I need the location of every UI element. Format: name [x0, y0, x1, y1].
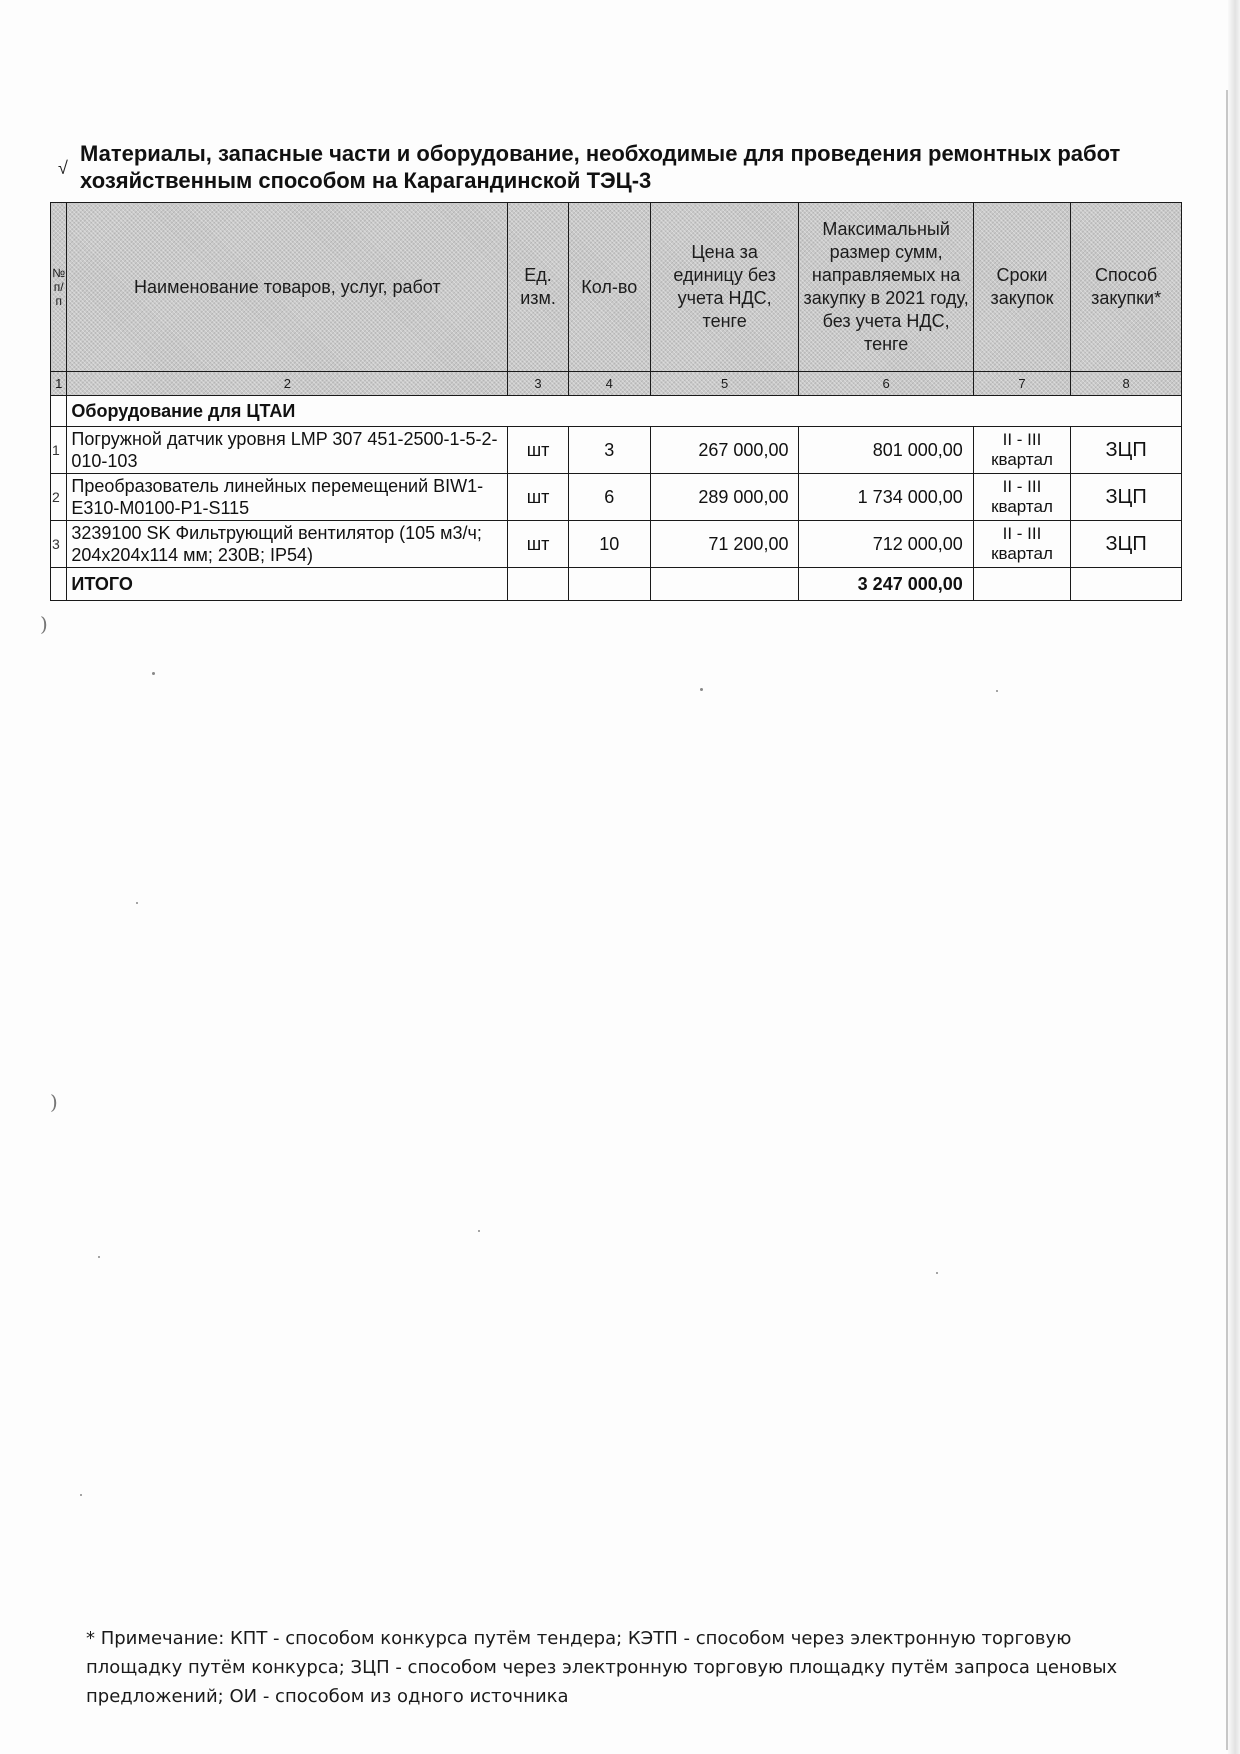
item-term: II - III квартал	[973, 427, 1070, 474]
item-name: Преобразователь линейных перемещений BIW1-E310-M0100-P1-S115	[67, 474, 508, 521]
item-qty: 10	[568, 521, 650, 568]
item-method: ЗЦП	[1071, 474, 1182, 521]
section-idx-cell	[51, 396, 67, 427]
empty-cell	[568, 568, 650, 601]
column-number-row	[51, 372, 1182, 396]
scan-speck	[936, 1272, 938, 1274]
item-unit: шт	[508, 427, 568, 474]
footnote: * Примечание: КПТ - способом конкурса путём тендера; КЭТП - способом через электронную торговую площадку путём конкурса; ЗЦП - способом через электронную торговую площадку путём запроса ценовых предложений; ОИ - способом из одного источника	[86, 1628, 1118, 1707]
item-price: 289 000,00	[650, 474, 799, 521]
scan-edge	[1228, 0, 1240, 1754]
empty-cell	[1071, 568, 1182, 601]
item-amount: 1 734 000,00	[799, 474, 973, 521]
section-row	[51, 396, 1182, 427]
item-price: 71 200,00	[650, 521, 799, 568]
column-number: 1	[51, 372, 67, 396]
item-unit: шт	[508, 474, 568, 521]
item-price: 267 000,00	[650, 427, 799, 474]
procurement-table	[50, 202, 1182, 601]
column-number: 6	[799, 372, 973, 396]
item-amount: 801 000,00	[799, 427, 973, 474]
scan-speck	[136, 902, 138, 904]
total-idx-cell	[51, 568, 67, 601]
scan-edge-line	[1226, 90, 1228, 1750]
column-number: 4	[568, 372, 650, 396]
title-line-1: Материалы, запасные части и оборудование, необходимые для проведения ремонтных работ	[80, 141, 1121, 166]
total-label: ИТОГО	[67, 568, 508, 601]
header-method: Способ закупки*	[1071, 203, 1182, 372]
scan-speck	[996, 690, 998, 692]
check-mark: √	[58, 158, 68, 178]
header-term: Сроки закупок	[973, 203, 1070, 372]
header-max-amount: Максимальный размер сумм, направляемых на закупку в 2021 году, без учета НДС, тенге	[799, 203, 973, 372]
punch-hole-mark: )	[40, 612, 48, 636]
item-amount: 712 000,00	[799, 521, 973, 568]
title-line-2: хозяйственным способом на Карагандинской ТЭЦ-3	[80, 168, 652, 193]
header-name: Наименование товаров, услуг, работ	[67, 203, 508, 372]
scan-speck	[98, 1256, 100, 1258]
header-price: Цена за единицу без учета НДС, тенге	[650, 203, 799, 372]
item-name: 3239100 SK Фильтрующий вентилятор (105 м3/ч; 204х204х114 мм; 230В; IP54)	[67, 521, 508, 568]
header-idx: № п/п	[51, 203, 67, 372]
item-unit: шт	[508, 521, 568, 568]
header-qty: Кол-во	[568, 203, 650, 372]
item-qty: 6	[568, 474, 650, 521]
scan-speck	[478, 1230, 480, 1232]
item-method: ЗЦП	[1071, 427, 1182, 474]
item-qty: 3	[568, 427, 650, 474]
header-unit: Ед. изм.	[508, 203, 568, 372]
item-method: ЗЦП	[1071, 521, 1182, 568]
empty-cell	[973, 568, 1070, 601]
punch-hole-mark: )	[50, 1090, 58, 1114]
table-row	[51, 474, 1182, 521]
scan-speck	[700, 688, 703, 691]
item-term: II - III квартал	[973, 474, 1070, 521]
table-row	[51, 521, 1182, 568]
empty-cell	[508, 568, 568, 601]
row-index: 2	[51, 474, 67, 521]
scan-speck	[152, 672, 155, 675]
section-label: Оборудование для ЦТАИ	[67, 396, 1182, 427]
column-number: 3	[508, 372, 568, 396]
empty-cell	[650, 568, 799, 601]
scan-speck	[80, 1494, 82, 1496]
row-index: 3	[51, 521, 67, 568]
column-number: 8	[1071, 372, 1182, 396]
document-title	[80, 140, 1140, 194]
table-header-row	[51, 203, 1182, 372]
column-number: 5	[650, 372, 799, 396]
item-term: II - III квартал	[973, 521, 1070, 568]
total-value: 3 247 000,00	[799, 568, 973, 601]
row-index: 1	[51, 427, 67, 474]
column-number: 2	[67, 372, 508, 396]
item-name: Погружной датчик уровня LMP 307 451-2500-1-5-2-010-103	[67, 427, 508, 474]
total-row	[51, 568, 1182, 601]
column-number: 7	[973, 372, 1070, 396]
table-row	[51, 427, 1182, 474]
